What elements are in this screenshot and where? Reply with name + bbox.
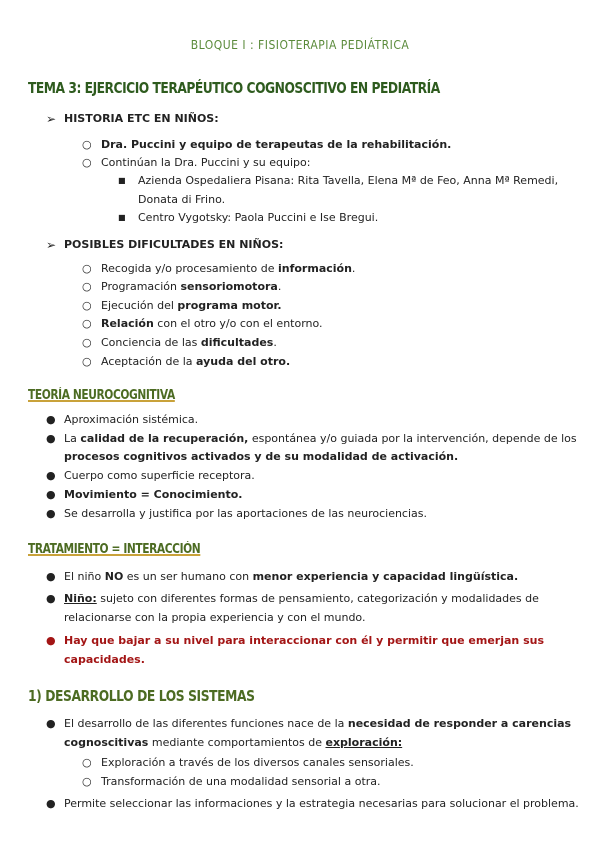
circle-bullet-icon: ○ [82, 336, 92, 349]
teoria-item-2: La calidad de la recuperación, espontánea y/o guiada por la intervención, depende de los [64, 432, 577, 445]
arrow-bullet-icon: ➢ [46, 238, 57, 252]
tratamiento-heading: TRATAMIENTO = INTERACCIÓN [28, 542, 201, 557]
teoria-item-4: Movimiento = Conocimiento. [64, 488, 243, 501]
desarrollo-sub-1: Exploración a través de los diversos canales sensoriales. [101, 756, 414, 769]
historia-sub-2: Centro Vygotsky: Paola Puccini e Ise Bregui. [138, 211, 379, 224]
dificultades-item-1: Recogida y/o procesamiento de información. [101, 262, 356, 275]
dificultades-item-2: Programación sensoriomotora. [101, 280, 282, 293]
dot-bullet-icon: ● [46, 634, 56, 647]
dot-bullet-icon: ● [46, 432, 56, 445]
dot-bullet-icon: ● [46, 717, 56, 730]
arrow-bullet-icon: ➢ [46, 112, 57, 126]
dificultades-item-6: Aceptación de la ayuda del otro. [101, 355, 291, 368]
dificultades-item-5: Conciencia de las dificultades. [101, 336, 277, 349]
dot-bullet-icon: ● [46, 413, 56, 426]
historia-item-1: Dra. Puccini y equipo de terapeutas de la rehabilitación. [101, 138, 452, 151]
teoria-item-3: Cuerpo como superficie receptora. [64, 469, 255, 482]
desarrollo-heading: 1) DESARROLLO DE LOS SISTEMAS [28, 687, 255, 705]
teoria-item-5: Se desarrolla y justifica por las aportaciones de las neurociencias. [64, 507, 427, 520]
tratamiento-item-3-cont: capacidades. [64, 653, 145, 666]
circle-bullet-icon: ○ [82, 775, 92, 788]
page-title: TEMA 3: EJERCICIO TERAPÉUTICO COGNOSCITIVO EN PEDIATRÍA [28, 79, 440, 97]
historia-heading: HISTORIA ETC EN NIÑOS: [64, 112, 219, 125]
tratamiento-item-2-cont: relacionarse con la propia experiencia y con el mundo. [64, 611, 366, 624]
circle-bullet-icon: ○ [82, 756, 92, 769]
teoria-heading: TEORÍA NEUROCOGNITIVA [28, 388, 175, 403]
dot-bullet-icon: ● [46, 570, 56, 583]
circle-bullet-icon: ○ [82, 317, 92, 330]
historia-sub-1: Azienda Ospedaliera Pisana: Rita Tavella, Elena Mª de Feo, Anna Mª Remedi, [138, 174, 559, 187]
dot-bullet-icon: ● [46, 507, 56, 520]
circle-bullet-icon: ○ [82, 156, 92, 169]
desarrollo-item-1: El desarrollo de las diferentes funciones nace de la necesidad de responder a carencias [64, 717, 572, 730]
dot-bullet-icon: ● [46, 797, 56, 810]
circle-bullet-icon: ○ [82, 355, 92, 368]
dificultades-item-4: Relación con el otro y/o con el entorno. [101, 317, 323, 330]
desarrollo-sub-2: Transformación de una modalidad sensorial a otra. [101, 775, 381, 788]
historia-item-2: Continúan la Dra. Puccini y su equipo: [101, 156, 311, 169]
tratamiento-item-2: Niño: sujeto con diferentes formas de pensamiento, categorización y modalidades de [64, 592, 539, 605]
dot-bullet-icon: ● [46, 469, 56, 482]
teoria-item-1: Aproximación sistémica. [64, 413, 199, 426]
teoria-item-2-cont: procesos cognitivos activados y de su modalidad de activación. [64, 450, 459, 463]
historia-sub-1-cont: Donata di Frino. [138, 193, 226, 206]
dificultades-item-3: Ejecución del programa motor. [101, 299, 282, 312]
dot-bullet-icon: ● [46, 592, 56, 605]
desarrollo-item-1-cont: cognoscitivas mediante comportamientos de exploración: [64, 736, 403, 749]
square-bullet-icon: ■ [118, 176, 126, 185]
desarrollo-item-2: Permite seleccionar las informaciones y la estrategia necesarias para solucionar el problema. [64, 797, 579, 810]
tratamiento-item-3: Hay que bajar a su nivel para interaccionar con él y permitir que emerjan sus [64, 634, 544, 647]
circle-bullet-icon: ○ [82, 262, 92, 275]
page-header: BLOQUE I : FISIOTERAPIA PEDIÁTRICA [190, 38, 410, 52]
square-bullet-icon: ■ [118, 213, 126, 222]
circle-bullet-icon: ○ [82, 138, 92, 151]
circle-bullet-icon: ○ [82, 299, 92, 312]
circle-bullet-icon: ○ [82, 280, 92, 293]
dot-bullet-icon: ● [46, 488, 56, 501]
tratamiento-item-1: El niño NO es un ser humano con menor experiencia y capacidad lingüística. [64, 570, 519, 583]
dificultades-heading: POSIBLES DIFICULTADES EN NIÑOS: [64, 238, 284, 251]
